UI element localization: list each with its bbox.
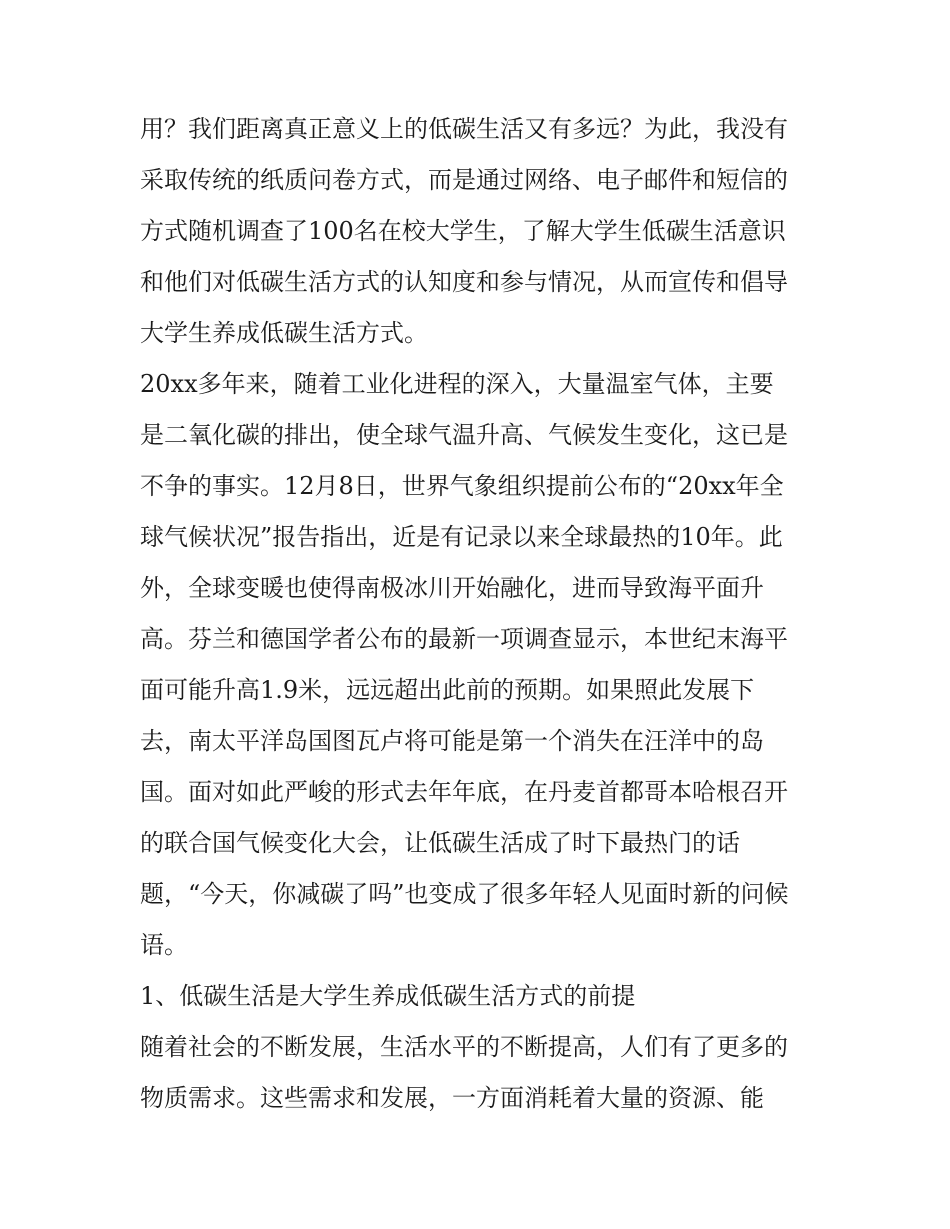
section-heading: 1、低碳生活是大学生养成低碳生活方式的前提	[140, 982, 636, 1010]
text-line: 语。	[140, 931, 188, 959]
body-text	[140, 104, 830, 1124]
text-line: 国。面对如此严峻的形式去年年底，在丹麦首都哥本哈根召开	[140, 778, 788, 806]
text-line: 不争的事实。12月8日，世界气象组织提前公布的“20xx年全	[140, 472, 784, 500]
text-line: 球气候状况”报告指出，近是有记录以来全球最热的10年。此	[140, 523, 783, 551]
text-line: 是二氧化碳的排出，使全球气温升高、气候发生变化，这已是	[140, 421, 788, 449]
text-line: 采取传统的纸质问卷方式，而是通过网络、电子邮件和短信的	[140, 166, 788, 194]
text-line: 物质需求。这些需求和发展，一方面消耗着大量的资源、能	[140, 1084, 764, 1112]
text-line: 随着社会的不断发展，生活水平的不断提高，人们有了更多的	[140, 1033, 788, 1061]
text-line: 20xx多年来，随着工业化进程的深入，大量温室气体，主要	[140, 370, 774, 398]
text-line: 用？我们距离真正意义上的低碳生活又有多远？为此，我没有	[140, 115, 788, 143]
text-line: 大学生养成低碳生活方式。	[140, 319, 428, 347]
text-line: 题，“今天，你减碳了吗”也变成了很多年轻人见面时新的问候	[140, 880, 789, 908]
text-line: 方式随机调查了100名在校大学生，了解大学生低碳生活意识	[140, 217, 786, 245]
text-line: 面可能升高1.9米，远远超出此前的预期。如果照此发展下	[140, 676, 755, 704]
text-line: 和他们对低碳生活方式的认知度和参与情况，从而宣传和倡导	[140, 268, 788, 296]
text-line: 的联合国气候变化大会，让低碳生活成了时下最热门的话	[140, 829, 740, 857]
text-line: 去，南太平洋岛国图瓦卢将可能是第一个消失在汪洋中的岛	[140, 727, 764, 755]
text-line: 高。芬兰和德国学者公布的最新一项调查显示，本世纪末海平	[140, 625, 788, 653]
text-line: 外，全球变暖也使得南极冰川开始融化，进而导致海平面升	[140, 574, 764, 602]
